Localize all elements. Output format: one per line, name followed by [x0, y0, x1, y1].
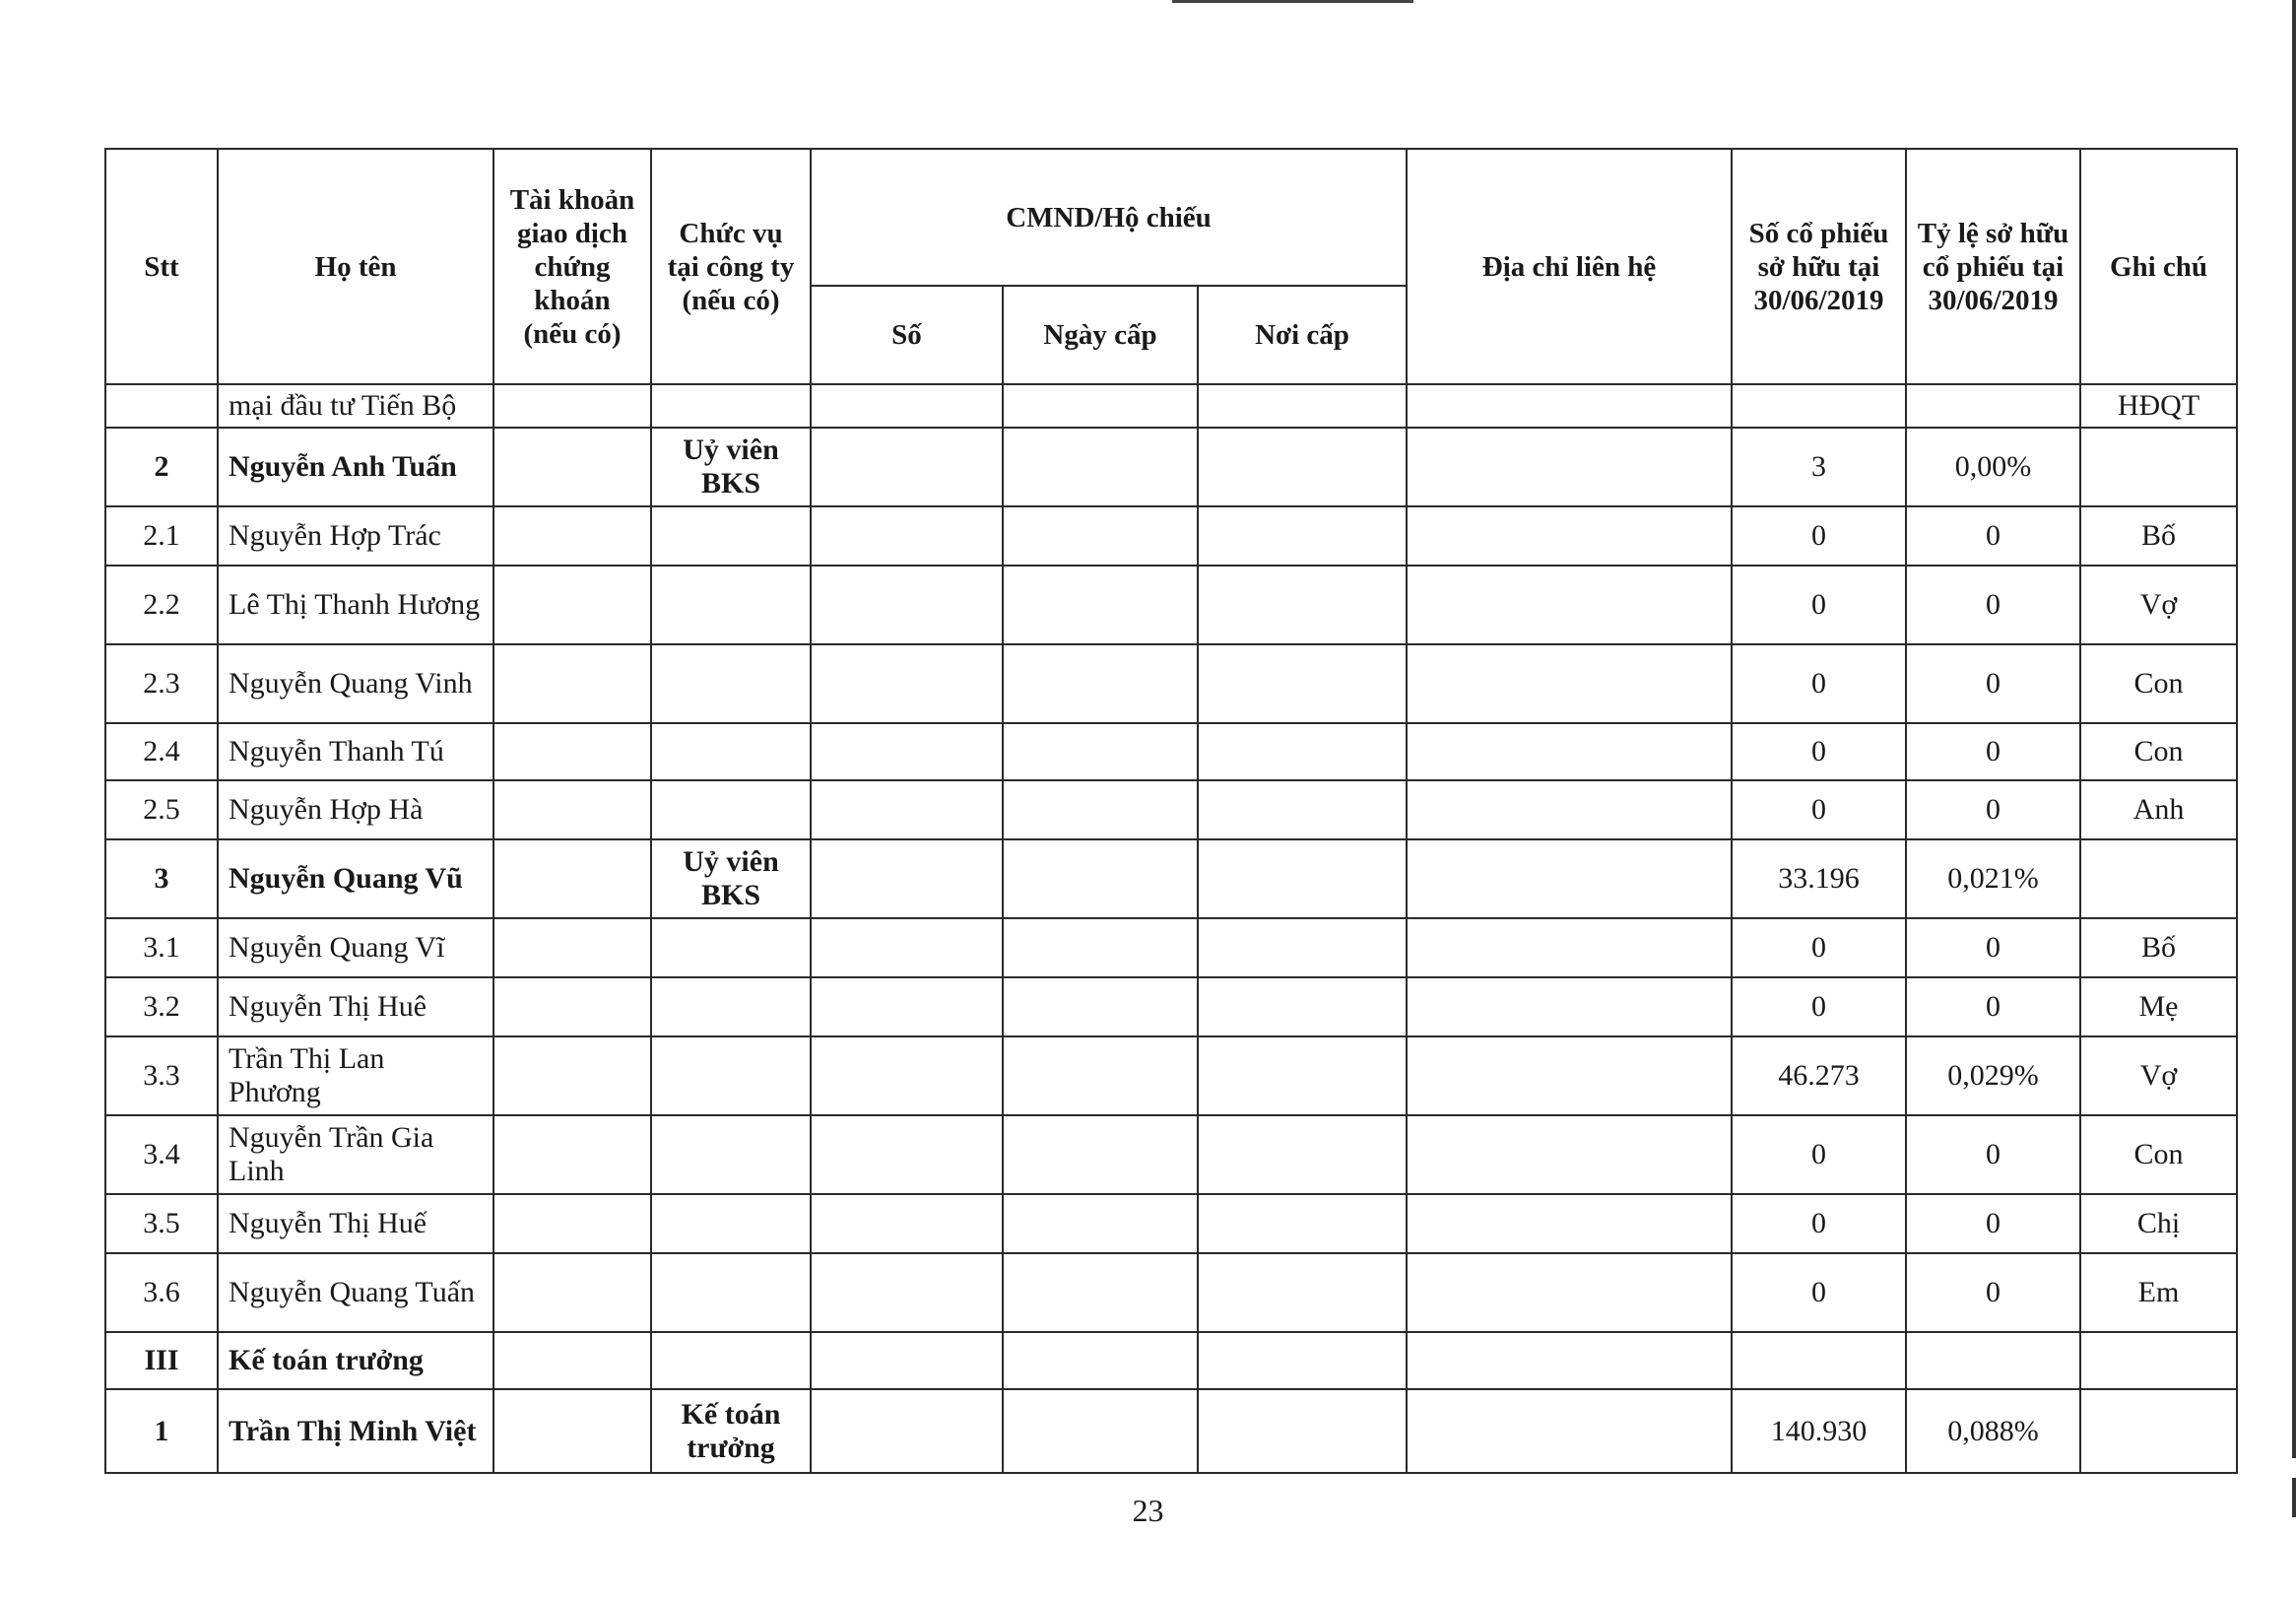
cell-issue-date [1003, 839, 1198, 918]
cell-account [493, 1332, 651, 1389]
cell-issue-place [1198, 566, 1407, 644]
cell-shares: 0 [1732, 1253, 1906, 1332]
cell-issue-date [1003, 506, 1198, 566]
cell-ratio: 0 [1906, 723, 2080, 780]
cell-stt: III [105, 1332, 218, 1389]
cell-account [493, 723, 651, 780]
cell-account [493, 1036, 651, 1115]
cell-name: Lê Thị Thanh Hương [218, 566, 493, 644]
cell-position: Kế toán trưởng [651, 1389, 811, 1473]
cell-note: Anh [2080, 780, 2237, 839]
cell-account [493, 977, 651, 1036]
cell-shares: 0 [1732, 506, 1906, 566]
cell-ratio: 0 [1906, 506, 2080, 566]
cell-account [493, 428, 651, 506]
cell-ratio: 0,029% [1906, 1036, 2080, 1115]
cell-id-number [811, 723, 1003, 780]
table-row [105, 723, 2237, 780]
cell-id-number [811, 506, 1003, 566]
cell-stt: 3.4 [105, 1115, 218, 1194]
cell-ratio: 0,00% [1906, 428, 2080, 506]
cell-name: Nguyễn Thị Huê [218, 977, 493, 1036]
cell-issue-place [1198, 839, 1407, 918]
cell-note: Mẹ [2080, 977, 2237, 1036]
cell-stt: 3 [105, 839, 218, 918]
shareholder-table [104, 148, 2238, 1474]
cell-id-number [811, 1389, 1003, 1473]
cell-name: Nguyễn Trần Gia Linh [218, 1115, 493, 1194]
cell-account [493, 918, 651, 977]
cell-position [651, 566, 811, 644]
cell-address [1407, 384, 1732, 428]
table-row [105, 1115, 2237, 1194]
cell-ratio [1906, 384, 2080, 428]
table-row [105, 566, 2237, 644]
header-row-1 [105, 149, 2237, 286]
cell-issue-date [1003, 780, 1198, 839]
cell-stt: 2.1 [105, 506, 218, 566]
cell-position [651, 506, 811, 566]
cell-stt: 3.6 [105, 1253, 218, 1332]
cell-id-number [811, 1036, 1003, 1115]
cell-issue-place [1198, 506, 1407, 566]
cell-note: Con [2080, 723, 2237, 780]
cell-stt [105, 384, 218, 428]
cell-id-number [811, 1194, 1003, 1253]
cell-id-number [811, 566, 1003, 644]
header-ratio: Tỷ lệ sở hữu cổ phiếu tại 30/06/2019 [1906, 149, 2080, 384]
cell-shares: 0 [1732, 644, 1906, 723]
header-address: Địa chỉ liên hệ [1407, 149, 1732, 384]
cell-name: Nguyễn Hợp Trác [218, 506, 493, 566]
cell-issue-date [1003, 723, 1198, 780]
cell-stt: 2.4 [105, 723, 218, 780]
cell-issue-date [1003, 1194, 1198, 1253]
cell-issue-date [1003, 1036, 1198, 1115]
cell-name: Trần Thị Lan Phương [218, 1036, 493, 1115]
top-rule [1172, 0, 1413, 3]
cell-name: Kế toán trưởng [218, 1332, 493, 1389]
cell-address [1407, 780, 1732, 839]
cell-stt: 2.3 [105, 644, 218, 723]
cell-address [1407, 1115, 1732, 1194]
table-row [105, 428, 2237, 506]
cell-issue-date [1003, 644, 1198, 723]
cell-issue-place [1198, 918, 1407, 977]
cell-note [2080, 839, 2237, 918]
cell-address [1407, 723, 1732, 780]
cell-id-number [811, 384, 1003, 428]
header-id-number: Số [811, 286, 1003, 384]
cell-issue-date [1003, 1115, 1198, 1194]
cell-name: Nguyễn Thị Huế [218, 1194, 493, 1253]
header-account: Tài khoản giao dịch chứng khoán (nếu có) [493, 149, 651, 384]
page-number: 23 [1132, 1493, 1164, 1528]
cell-note: Bố [2080, 506, 2237, 566]
cell-position [651, 384, 811, 428]
cell-note: Con [2080, 1115, 2237, 1194]
cell-issue-place [1198, 1194, 1407, 1253]
cell-shares: 33.196 [1732, 839, 1906, 918]
cell-issue-place [1198, 1115, 1407, 1194]
cell-name: Nguyễn Thanh Tú [218, 723, 493, 780]
cell-ratio: 0 [1906, 977, 2080, 1036]
cell-stt: 2 [105, 428, 218, 506]
cell-account [493, 1389, 651, 1473]
cell-issue-date [1003, 1332, 1198, 1389]
cell-name: Nguyễn Hợp Hà [218, 780, 493, 839]
cell-account [493, 1253, 651, 1332]
cell-position [651, 780, 811, 839]
cell-shares [1732, 1332, 1906, 1389]
cell-name: Nguyễn Quang Tuấn [218, 1253, 493, 1332]
cell-note [2080, 1389, 2237, 1473]
cell-address [1407, 1194, 1732, 1253]
cell-account [493, 839, 651, 918]
cell-address [1407, 428, 1732, 506]
cell-note: Chị [2080, 1194, 2237, 1253]
cell-ratio: 0 [1906, 1115, 2080, 1194]
cell-issue-place [1198, 384, 1407, 428]
cell-address [1407, 839, 1732, 918]
cell-account [493, 780, 651, 839]
cell-issue-place [1198, 428, 1407, 506]
cell-note [2080, 428, 2237, 506]
header-shares: Số cổ phiếu sở hữu tại 30/06/2019 [1732, 149, 1906, 384]
cell-issue-place [1198, 644, 1407, 723]
cell-note: HĐQT [2080, 384, 2237, 428]
cell-address [1407, 566, 1732, 644]
table-row [105, 780, 2237, 839]
cell-account [493, 1194, 651, 1253]
cell-address [1407, 1332, 1732, 1389]
table-row [105, 644, 2237, 723]
cell-issue-place [1198, 723, 1407, 780]
cell-id-number [811, 839, 1003, 918]
cell-shares: 0 [1732, 977, 1906, 1036]
cell-shares: 0 [1732, 723, 1906, 780]
cell-issue-date [1003, 1253, 1198, 1332]
cell-position [651, 1036, 811, 1115]
cell-issue-place [1198, 977, 1407, 1036]
table-row [105, 1194, 2237, 1253]
cell-position [651, 977, 811, 1036]
cell-ratio: 0 [1906, 780, 2080, 839]
cell-note: Con [2080, 644, 2237, 723]
cell-shares: 46.273 [1732, 1036, 1906, 1115]
cell-ratio [1906, 1332, 2080, 1389]
cell-id-number [811, 1253, 1003, 1332]
cell-shares: 0 [1732, 918, 1906, 977]
cell-address [1407, 644, 1732, 723]
cell-name: Trần Thị Minh Việt [218, 1389, 493, 1473]
cell-id-number [811, 428, 1003, 506]
table-row [105, 1036, 2237, 1115]
cell-issue-place [1198, 1332, 1407, 1389]
cell-issue-place [1198, 780, 1407, 839]
cell-address [1407, 1253, 1732, 1332]
table-row [105, 506, 2237, 566]
cell-account [493, 1115, 651, 1194]
cell-issue-date [1003, 1389, 1198, 1473]
cell-stt: 3.1 [105, 918, 218, 977]
cell-account [493, 384, 651, 428]
cell-ratio: 0,088% [1906, 1389, 2080, 1473]
cell-id-number [811, 644, 1003, 723]
cell-note [2080, 1332, 2237, 1389]
cell-position [651, 644, 811, 723]
cell-issue-place [1198, 1389, 1407, 1473]
cell-issue-date [1003, 566, 1198, 644]
header-stt: Stt [105, 149, 218, 384]
cell-shares: 0 [1732, 1115, 1906, 1194]
cell-address [1407, 1036, 1732, 1115]
cell-stt: 2.5 [105, 780, 218, 839]
cell-position [651, 918, 811, 977]
header-issue-place: Nơi cấp [1198, 286, 1407, 384]
cell-position: Uỷ viên BKS [651, 428, 811, 506]
cell-ratio: 0 [1906, 644, 2080, 723]
cell-shares [1732, 384, 1906, 428]
cell-name: Nguyễn Quang Vinh [218, 644, 493, 723]
cell-stt: 3.5 [105, 1194, 218, 1253]
table-body [105, 384, 2237, 1473]
cell-id-number [811, 977, 1003, 1036]
table-row [105, 839, 2237, 918]
table-row [105, 1332, 2237, 1389]
cell-position [651, 1332, 811, 1389]
cell-issue-place [1198, 1253, 1407, 1332]
header-note: Ghi chú [2080, 149, 2237, 384]
table-row [105, 384, 2237, 428]
cell-shares: 140.930 [1732, 1389, 1906, 1473]
cell-id-number [811, 1115, 1003, 1194]
cell-ratio: 0 [1906, 918, 2080, 977]
cell-position [651, 1253, 811, 1332]
cell-issue-date [1003, 384, 1198, 428]
cell-note: Bố [2080, 918, 2237, 977]
cell-address [1407, 977, 1732, 1036]
cell-account [493, 644, 651, 723]
cell-id-number [811, 918, 1003, 977]
cell-stt: 2.2 [105, 566, 218, 644]
cell-issue-date [1003, 428, 1198, 506]
cell-note: Vợ [2080, 1036, 2237, 1115]
cell-shares: 0 [1732, 566, 1906, 644]
cell-position [651, 723, 811, 780]
cell-position [651, 1115, 811, 1194]
table-row [105, 918, 2237, 977]
scan-edge-line [2292, 0, 2296, 1458]
cell-position: Uỷ viên BKS [651, 839, 811, 918]
cell-note: Em [2080, 1253, 2237, 1332]
cell-address [1407, 506, 1732, 566]
cell-id-number [811, 780, 1003, 839]
cell-shares: 0 [1732, 780, 1906, 839]
cell-id-number [811, 1332, 1003, 1389]
header-position: Chức vụ tại công ty (nếu có) [651, 149, 811, 384]
cell-name: Nguyễn Anh Tuấn [218, 428, 493, 506]
scan-edge-mark [2292, 1478, 2296, 1517]
table-row [105, 1389, 2237, 1473]
cell-note: Vợ [2080, 566, 2237, 644]
cell-ratio: 0 [1906, 566, 2080, 644]
cell-stt: 3.3 [105, 1036, 218, 1115]
cell-ratio: 0,021% [1906, 839, 2080, 918]
cell-ratio: 0 [1906, 1194, 2080, 1253]
cell-position [651, 1194, 811, 1253]
cell-shares: 0 [1732, 1194, 1906, 1253]
cell-ratio: 0 [1906, 1253, 2080, 1332]
cell-stt: 1 [105, 1389, 218, 1473]
cell-issue-date [1003, 918, 1198, 977]
cell-account [493, 506, 651, 566]
table-row [105, 977, 2237, 1036]
cell-account [493, 566, 651, 644]
header-issue-date: Ngày cấp [1003, 286, 1198, 384]
cell-shares: 3 [1732, 428, 1906, 506]
cell-name: Nguyễn Quang Vĩ [218, 918, 493, 977]
cell-address [1407, 918, 1732, 977]
header-id-group: CMND/Hộ chiếu [811, 149, 1407, 286]
table-row [105, 1253, 2237, 1332]
cell-name: mại đầu tư Tiến Bộ [218, 384, 493, 428]
cell-issue-place [1198, 1036, 1407, 1115]
cell-name: Nguyễn Quang Vũ [218, 839, 493, 918]
header-name: Họ tên [218, 149, 493, 384]
cell-address [1407, 1389, 1732, 1473]
cell-issue-date [1003, 977, 1198, 1036]
cell-stt: 3.2 [105, 977, 218, 1036]
